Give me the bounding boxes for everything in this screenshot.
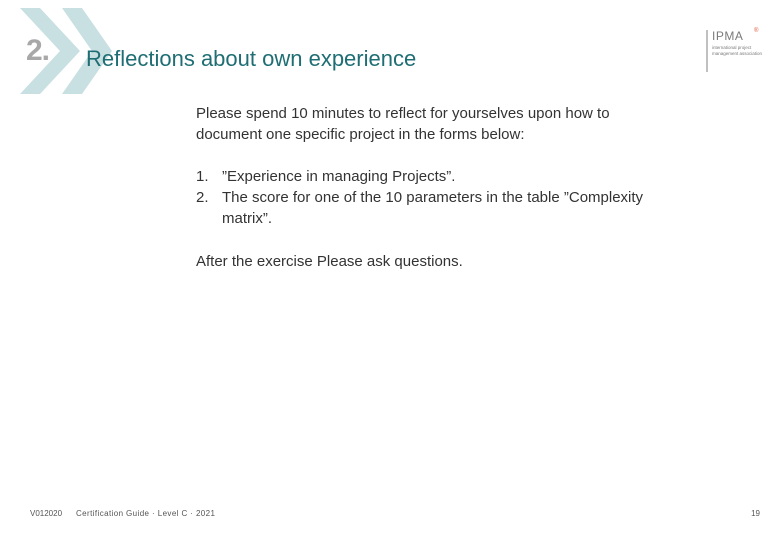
list-item-text: The score for one of the 10 parameters in the table ”Complexity matrix”.: [222, 189, 644, 227]
instruction-list: [196, 166, 666, 229]
list-item-text: ”Experience in managing Projects”.: [222, 168, 456, 185]
logo-registered-mark: ®: [754, 28, 759, 34]
page-title: Reflections about own experience: [86, 46, 417, 71]
footer-version: V012020: [30, 509, 63, 518]
list-item: [196, 187, 666, 229]
page-number: 19: [751, 509, 760, 518]
ipma-logo: [706, 30, 768, 72]
intro-paragraph: Please spend 10 minutes to reflect for yourselves upon how to document one specific project in the forms below:: [196, 105, 610, 143]
footer-guide: Certification Guide · Level C · 2021: [76, 509, 216, 518]
list-item: [196, 166, 666, 187]
logo-name: IPMA: [712, 29, 744, 43]
list-item-number: 1.: [196, 168, 209, 185]
logo-tagline: international project management association: [712, 45, 763, 56]
list-item-number: 2.: [196, 189, 209, 206]
logo-divider: [706, 30, 708, 72]
closing-paragraph: After the exercise Please ask questions.: [196, 253, 463, 270]
section-number: 2.: [26, 34, 50, 67]
